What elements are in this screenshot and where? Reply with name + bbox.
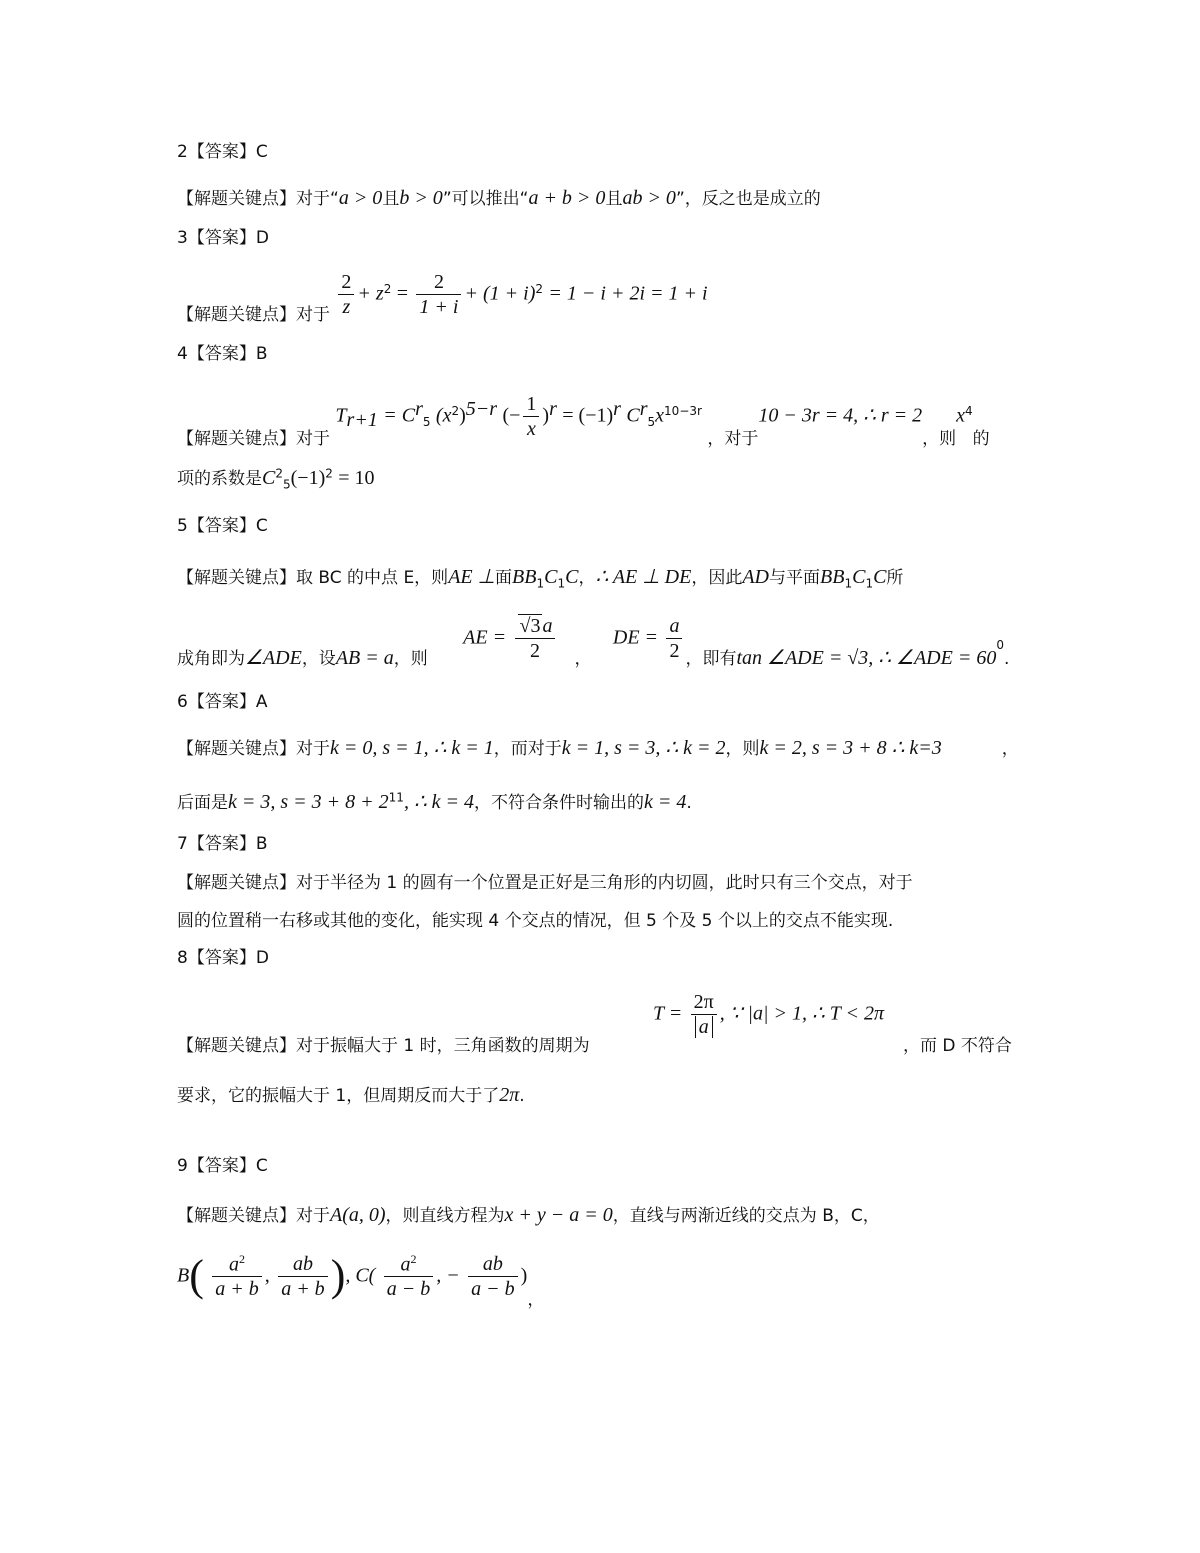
math: AE = (463, 626, 507, 649)
text: ， (578, 568, 596, 588)
text: 所 (886, 568, 904, 588)
math: AB = a (335, 646, 394, 669)
text: ，直线与两渐近线的交点为 B，C， (612, 1206, 880, 1226)
q4-key-line (177, 392, 990, 449)
answer-value: B (255, 834, 268, 854)
text: ”，反之也是成立的 (675, 189, 821, 209)
answer-label: 【答案】 (187, 344, 256, 364)
text: 的 (972, 428, 990, 449)
math: , C( (345, 1264, 376, 1287)
denominator: 1 + i (419, 296, 459, 318)
q9-key-line (177, 1203, 880, 1227)
text: 对于 (296, 304, 330, 325)
question-number: 3 (177, 228, 188, 248)
math: , − (436, 1264, 460, 1287)
math: BB (512, 566, 537, 588)
q7-answer-line (177, 834, 268, 854)
math: x (956, 404, 966, 427)
math: k = 3, s = 3 + 8 + 2 (228, 791, 389, 813)
math: , ∵ |a| > 1, ∴ T < 2π (719, 1002, 884, 1025)
math: a > 0 (338, 187, 383, 209)
q9-key-line-2 (177, 1250, 545, 1311)
math: = 1 − i + 2i = 1 + i (548, 282, 708, 305)
superscript: 2 (239, 1251, 246, 1266)
numerator: 2 (338, 270, 354, 295)
text: ， (574, 648, 592, 669)
fraction (523, 392, 539, 441)
text: 项的系数是 (177, 469, 262, 489)
answer-value: A (255, 692, 268, 712)
numerator: a (666, 614, 682, 639)
math: BB (820, 566, 845, 588)
numerator: 1 (523, 392, 539, 417)
superscript: 2 (535, 281, 543, 296)
numerator (212, 1252, 262, 1278)
math: , (264, 1264, 270, 1287)
denominator: 2 (529, 640, 540, 662)
superscript: r (613, 397, 621, 420)
text: ，设 (301, 648, 336, 669)
math: x (655, 404, 665, 427)
math: k = 4 (644, 791, 687, 813)
answer-value: B (255, 344, 268, 364)
math: C (565, 566, 579, 588)
denominator: a + b (215, 1278, 259, 1301)
math: ∴ AE ⊥ DE (595, 566, 692, 588)
answer-label: 【答案】 (187, 228, 256, 248)
math: = (−1) (562, 404, 614, 427)
key-label: 【解题关键点】 (177, 304, 296, 325)
superscript: 2 (451, 403, 460, 418)
math: C (544, 566, 558, 588)
q3-answer-line (177, 228, 269, 248)
question-number: 8 (177, 948, 188, 968)
text: ，对于 (707, 428, 759, 449)
text: . (1003, 648, 1010, 669)
math: AE ⊥ (448, 566, 496, 588)
math: k = 0, s = 1, ∴ k = 1 (330, 737, 494, 759)
math: B (177, 1264, 190, 1287)
q7-key-line (177, 873, 913, 893)
text: 圆的位置稍一右移或其他的变化，能实现 4 个交点的情况，但 5 个及 5 个以上的交点不能实现. (177, 911, 894, 931)
q6-key-line (177, 736, 1019, 760)
math: a (229, 1253, 240, 1276)
text: 对于“ (296, 189, 339, 209)
superscript: 0 (996, 637, 1004, 652)
q4-answer-line (177, 344, 268, 364)
math: , ∴ k = 4 (403, 791, 475, 813)
text: ，则 (393, 648, 428, 669)
answer-value: C (255, 142, 268, 162)
text: 对于半径为 1 的圆有一个位置是正好是三角形的内切圆，此时只有三个交点，对于 (296, 873, 913, 893)
fraction (691, 990, 717, 1039)
math: C (262, 467, 276, 489)
answer-value: D (255, 228, 269, 248)
math: ) (542, 404, 550, 427)
answer-label: 【答案】 (187, 692, 256, 712)
math: a + b > 0 (528, 187, 606, 209)
math: = (396, 282, 409, 305)
superscript: 4 (965, 403, 973, 418)
subscript: 5 (647, 414, 656, 429)
q4-key-line-2 (177, 466, 375, 492)
math: k = 2, s = 3 + 8 ∴ k=3 (759, 737, 942, 759)
text: 对于振幅大于 1 时，三角函数的周期为 (296, 1036, 590, 1056)
text: 要求，它的振幅大于 1，但周期反而大于了 (177, 1086, 500, 1106)
text: 对于 (296, 1206, 330, 1226)
text: 取 BC 的中点 E，则 (296, 568, 449, 588)
math: + z (357, 282, 384, 305)
fraction (416, 270, 461, 319)
text: 对于 (296, 739, 330, 759)
question-number: 9 (177, 1156, 188, 1176)
text: 与平面 (769, 568, 821, 588)
superscript: 11 (388, 790, 404, 805)
key-label: 【解题关键点】 (177, 568, 296, 588)
text: 面 (495, 568, 513, 588)
math: DE = (612, 626, 659, 649)
math: C (852, 566, 866, 588)
q5-key-line-2 (177, 614, 1010, 669)
numerator (515, 614, 556, 639)
math: A(a, 0) (330, 1204, 386, 1226)
math: = 10 (338, 467, 375, 489)
q2-answer-line (177, 142, 268, 162)
q2-key-line (177, 186, 821, 210)
sqrt: √3 (519, 615, 541, 637)
text: ，因此 (691, 568, 743, 588)
superscript: 2 (275, 466, 283, 481)
math: ) (459, 404, 466, 427)
denominator: a − b (386, 1278, 431, 1301)
text: ，则直线方程为 (385, 1206, 505, 1226)
subscript: 1 (865, 576, 874, 591)
fraction (212, 1252, 262, 1302)
key-label: 【解题关键点】 (177, 189, 296, 209)
denominator: 2 (669, 640, 680, 662)
math: ab > 0 (622, 187, 676, 209)
answer-label: 【答案】 (187, 142, 256, 162)
math: + (1 + i) (464, 282, 536, 305)
fraction (468, 1252, 518, 1301)
q8-key-line (177, 1036, 590, 1056)
q5-answer-line (177, 516, 268, 536)
fraction (515, 614, 556, 663)
text: ，则 (922, 428, 957, 449)
text: ，而对于 (493, 739, 562, 759)
right-paren: ) (330, 1251, 346, 1300)
fraction (384, 1252, 434, 1302)
question-number: 2 (177, 142, 188, 162)
math: b > 0 (399, 187, 443, 209)
math: C (873, 566, 887, 588)
math: x + y − a = 0 (504, 1204, 613, 1226)
answer-label: 【答案】 (187, 834, 256, 854)
q8-key-tail (903, 1036, 1012, 1056)
numerator (384, 1252, 434, 1278)
math: = C (383, 404, 416, 427)
math: a (400, 1253, 411, 1276)
denominator: a + b (281, 1277, 325, 1300)
denominator: x (526, 418, 536, 440)
superscript: 5−r (465, 397, 498, 420)
key-label: 【解题关键点】 (177, 1206, 296, 1226)
text: . (519, 1086, 525, 1106)
key-label: 【解题关键点】 (177, 428, 296, 449)
q7-key-line-2 (177, 911, 893, 931)
fraction (278, 1252, 328, 1301)
q6-key-line-2 (177, 790, 692, 814)
numerator: ab (278, 1252, 328, 1277)
q5-key-line (177, 565, 903, 591)
text: 后面是 (177, 793, 228, 813)
q8-formula (653, 990, 884, 1039)
superscript: r (549, 397, 557, 420)
question-number: 4 (177, 344, 188, 364)
numerator: 2π (691, 990, 717, 1015)
math: ∠ADE (245, 646, 302, 669)
subscript: 5 (422, 414, 431, 429)
answer-label: 【答案】 (187, 516, 256, 536)
superscript: r (415, 397, 423, 420)
math: C (626, 404, 640, 427)
answer-value: C (255, 516, 268, 536)
math: 10 − 3r = 4, ∴ r = 2 (758, 404, 923, 427)
superscript: 2 (410, 1251, 417, 1266)
text: 且 (382, 189, 400, 209)
denominator: z (342, 296, 351, 318)
answer-value: C (255, 1156, 268, 1176)
numerator: 2 (416, 270, 461, 295)
question-number: 5 (177, 516, 188, 536)
math: (− (502, 404, 521, 427)
q3-key-line (177, 270, 708, 325)
math: a (542, 615, 553, 637)
fraction (666, 614, 682, 663)
denominator: a − b (471, 1277, 515, 1300)
math: T = (653, 1002, 683, 1025)
key-label: 【解题关键点】 (177, 739, 296, 759)
text: 成角即为 (177, 648, 245, 669)
denominator (691, 1015, 717, 1039)
q8-key-line-2 (177, 1083, 525, 1107)
question-number: 7 (177, 834, 188, 854)
text: 对于 (296, 428, 330, 449)
text: . (686, 793, 692, 813)
math: 2π (499, 1084, 520, 1106)
math: tan ∠ADE = √3, ∴ ∠ADE = 60 (736, 646, 997, 669)
subscript: r+1 (346, 408, 378, 431)
answer-label: 【答案】 (187, 948, 256, 968)
math: AD (742, 566, 770, 588)
text: 且 (605, 189, 623, 209)
abs: a (695, 1016, 713, 1038)
question-number: 6 (177, 692, 188, 712)
subscript: 1 (557, 576, 566, 591)
text: ， (527, 1290, 545, 1311)
subscript: 1 (536, 576, 545, 591)
left-paren: ( (189, 1251, 204, 1300)
superscript: 2 (325, 466, 333, 481)
subscript: 1 (844, 576, 853, 591)
fraction (338, 270, 354, 319)
superscript: r (639, 397, 648, 420)
math: ) (520, 1264, 528, 1287)
key-label: 【解题关键点】 (177, 1036, 296, 1056)
subscript: 5 (282, 477, 291, 492)
math: T (335, 404, 347, 427)
text: ，则 (725, 739, 760, 759)
math: (−1) (290, 467, 326, 489)
text: ，而 D 不符合 (903, 1036, 1012, 1056)
text: ， (1001, 739, 1019, 759)
q8-answer-line (177, 948, 269, 968)
text: ，不符合条件时输出的 (474, 793, 645, 813)
key-label: 【解题关键点】 (177, 873, 296, 893)
q6-answer-line (177, 692, 267, 712)
answer-value: D (255, 948, 269, 968)
text: ，即有 (685, 648, 737, 669)
q9-answer-line (177, 1156, 268, 1176)
math: k = 1, s = 3, ∴ k = 2 (561, 737, 726, 759)
math: (x (435, 404, 452, 427)
answer-label: 【答案】 (187, 1156, 256, 1176)
numerator: ab (468, 1252, 518, 1277)
text: ”可以推出“ (442, 189, 529, 209)
superscript: 2 (383, 281, 392, 296)
superscript: 10−3r (664, 403, 702, 418)
